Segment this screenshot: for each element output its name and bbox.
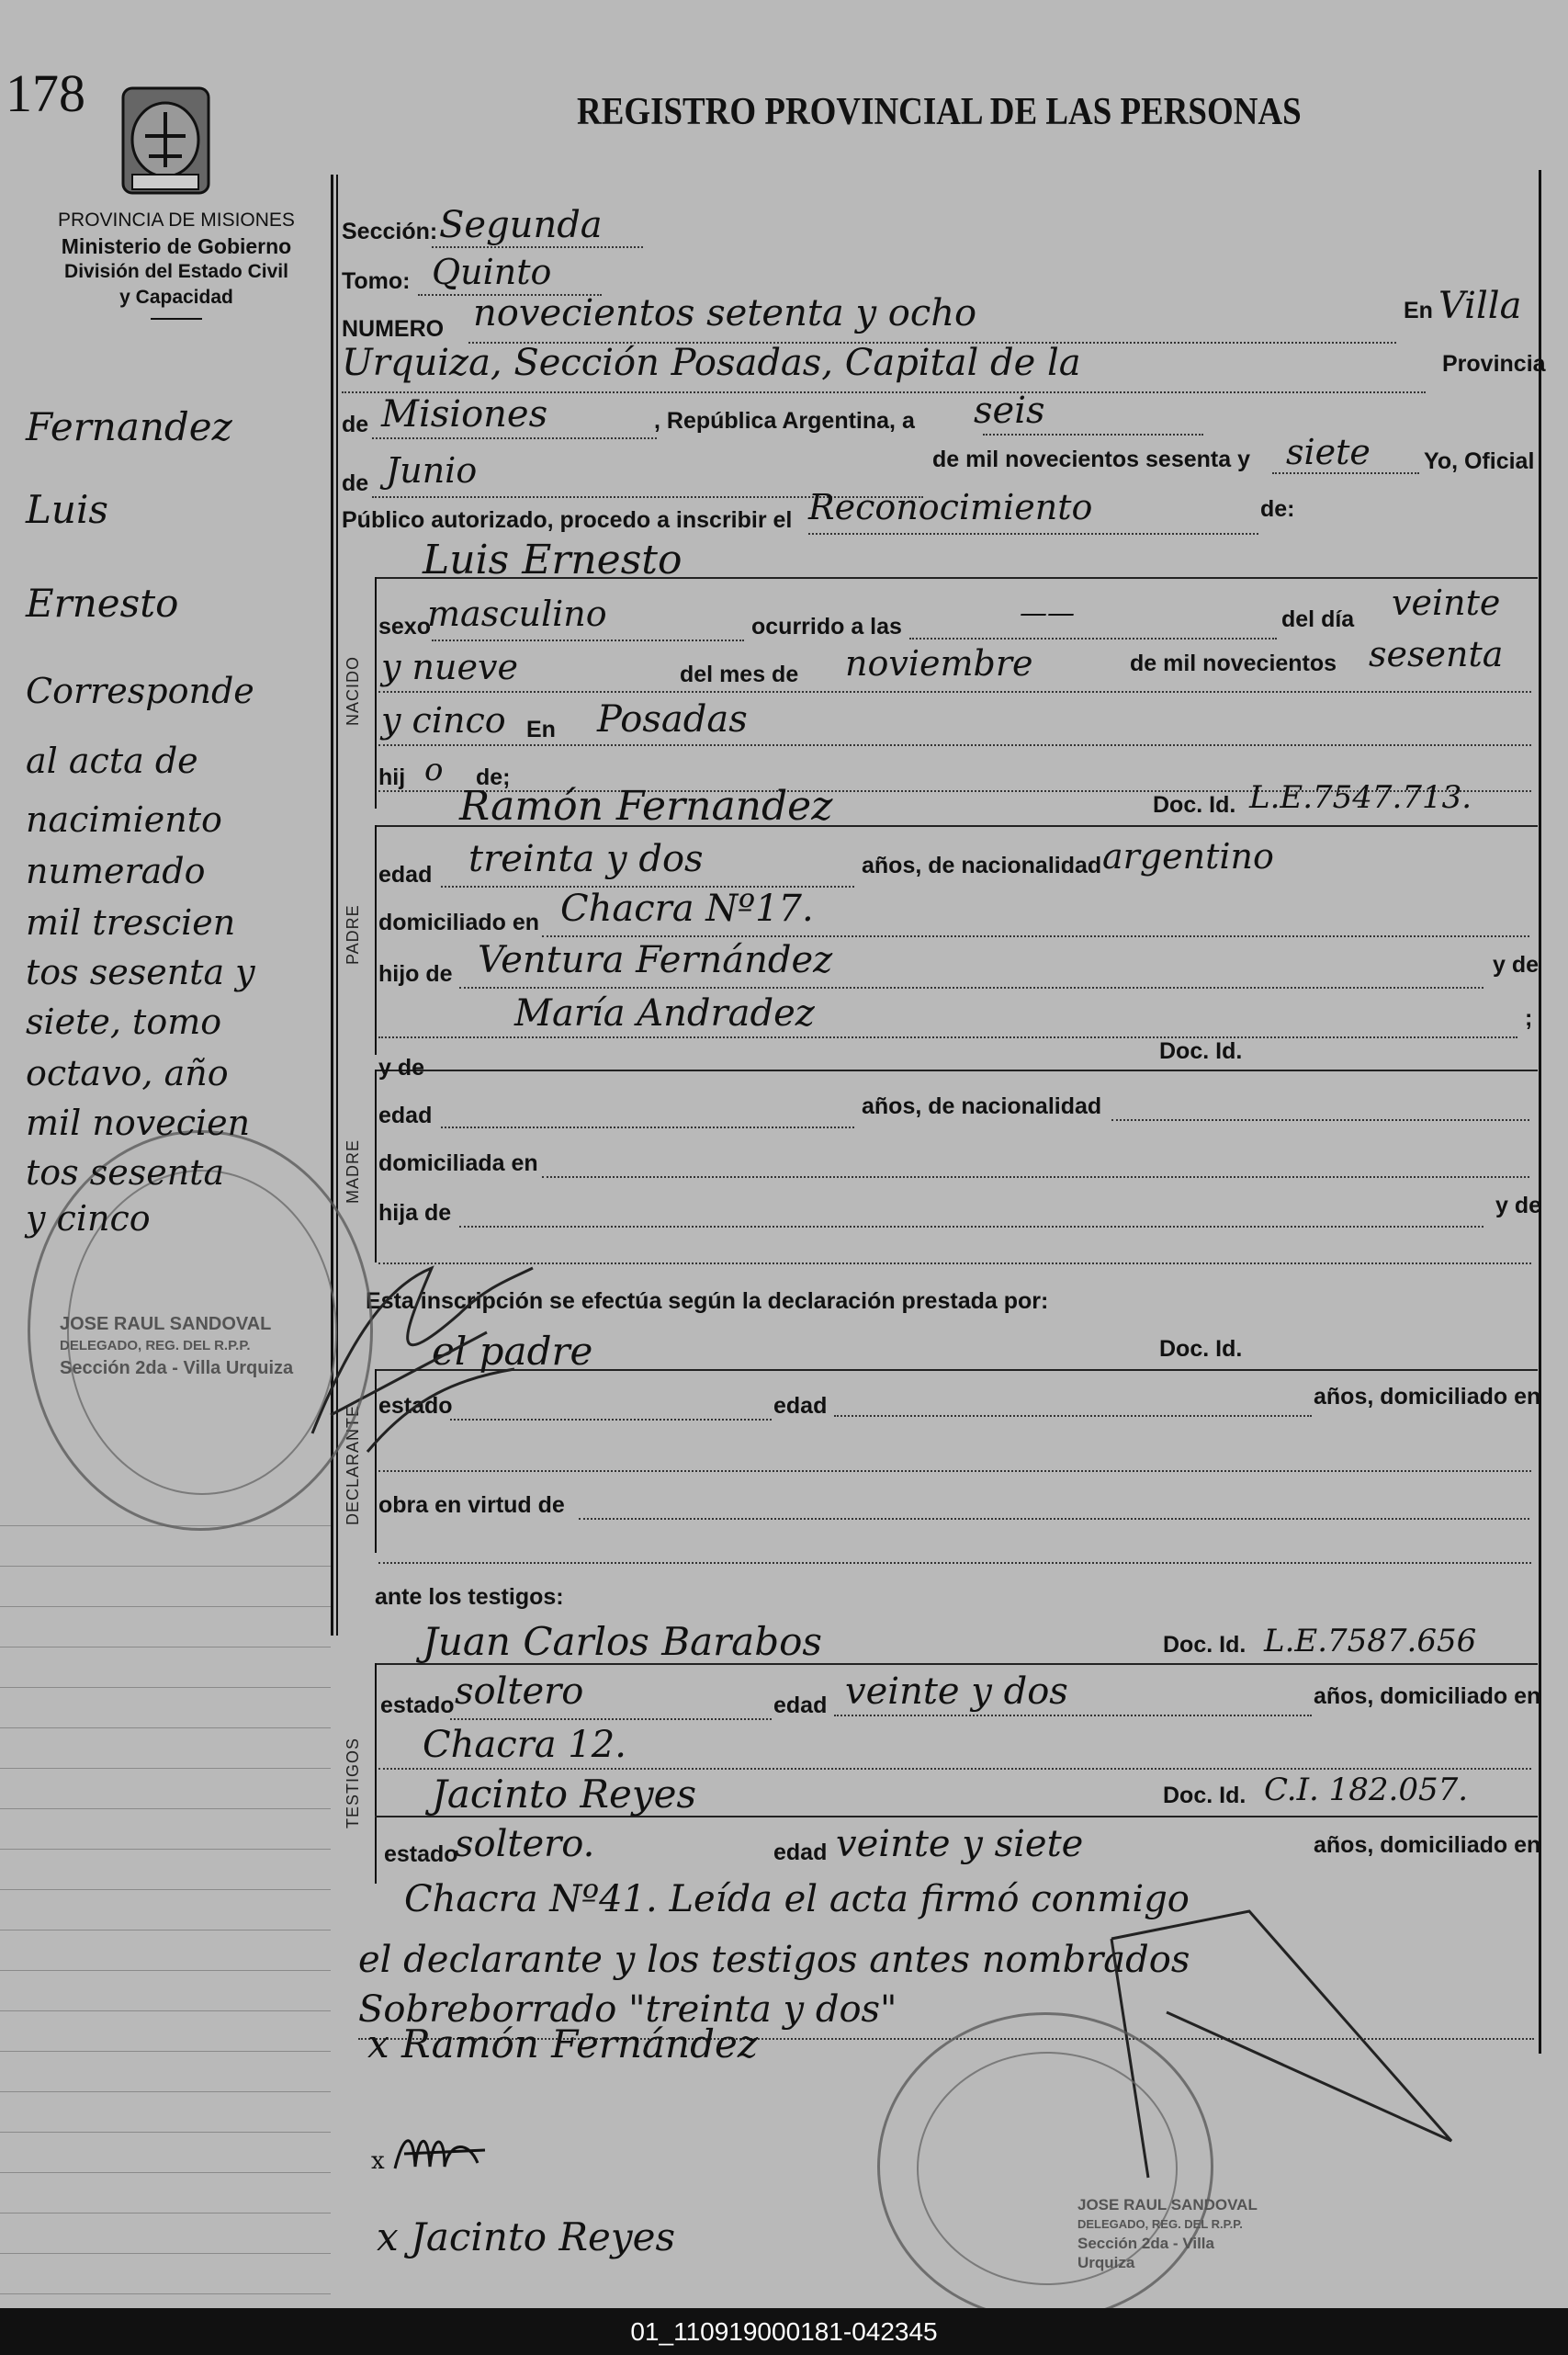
madre-doc-label: Doc. Id.: [1159, 1038, 1243, 1064]
ruled-line: [0, 2051, 331, 2052]
acto-value: Reconocimiento: [808, 487, 1093, 527]
testigos-label: ante los testigos:: [375, 1584, 564, 1610]
closing-line-2: el declarante y los testigos antes nombrados: [358, 1939, 1190, 1981]
padre-hijo-de-label: hijo de: [378, 961, 453, 987]
margin-note-line: y cinco: [26, 1198, 151, 1239]
hijo-suffix: o: [424, 752, 444, 788]
testigo1-domiciliado-label: años, domiciliado en: [1314, 1683, 1541, 1709]
domiciliada-label: domiciliada en: [378, 1150, 538, 1176]
testigo1-doc-value: L.E.7587.656: [1264, 1623, 1477, 1659]
ruled-line: [0, 1566, 331, 1567]
anio-nacimiento-2: y cinco: [381, 700, 506, 741]
republica-label: , República Argentina, a: [654, 408, 915, 434]
margin-note-line: mil trescien: [26, 902, 236, 943]
issuer-province: PROVINCIA DE MISIONES: [58, 209, 295, 231]
mil-novecientos-label: de mil novecientos sesenta y: [932, 447, 1250, 472]
padre-domicilio: Chacra Nº17.: [560, 888, 814, 930]
place-value-2: Urquiza, Sección Posadas, Capital de la: [342, 342, 1081, 384]
anio-value: siete: [1286, 432, 1371, 472]
abuelo-paterno: Ventura Fernández: [478, 939, 833, 981]
testigo2-doc-value: C.I. 182.057.: [1264, 1772, 1469, 1808]
ruled-line: [0, 2091, 331, 2092]
closing-line-3: Sobreborrado "treinta y dos": [358, 1988, 897, 2031]
testigo2-estado-value: soltero.: [455, 1823, 595, 1865]
declarante-domiciliado-label: años, domiciliado en: [1314, 1384, 1541, 1410]
ruled-line: [0, 1808, 331, 1809]
ruled-line: [0, 1970, 331, 1971]
de-label-3: de;: [476, 764, 511, 790]
anio-nacimiento-1: sesenta: [1369, 634, 1504, 674]
testigo1-edad-value: veinte y dos: [845, 1670, 1068, 1713]
signature-father: x Ramón Fernández: [367, 2021, 758, 2066]
testigo2-name: Jacinto Reyes: [432, 1772, 697, 1817]
en-label: En: [1404, 298, 1433, 323]
stamp-right-name: JOSE RAUL SANDOVAL: [1077, 2196, 1258, 2213]
del-dia-label: del día: [1281, 606, 1355, 632]
inscripcion-label: Esta inscripción se efectúa según la declaración prestada por:: [366, 1288, 1049, 1314]
margin-note-line: al acta de: [26, 741, 198, 781]
dia-nacimiento-1: veinte: [1392, 583, 1501, 623]
tomo-value: Quinto: [432, 252, 552, 292]
right-border: [1539, 170, 1541, 2054]
stamp-right-office: Sección 2da - Villa Urquiza: [1077, 2235, 1214, 2271]
dia-value: seis: [974, 390, 1045, 432]
stamp-right-role: DELEGADO, REG. DEL R.P.P.: [1077, 2217, 1243, 2231]
padre-doc-label: Doc. Id.: [1153, 792, 1236, 818]
testigo2-edad-value: veinte y siete: [836, 1823, 1084, 1865]
testigo1-name: Juan Carlos Barabos: [423, 1619, 822, 1664]
de-mil-label: de mil novecientos: [1130, 651, 1337, 676]
de-colon-label: de:: [1260, 496, 1295, 522]
padre-name: Ramón Fernandez: [459, 783, 833, 830]
signature-witness-1: [367, 2123, 514, 2187]
stamp-right-text: [1077, 2195, 1261, 2272]
y-de-label-1: y de: [1493, 952, 1540, 978]
domiciliado-label: domiciliado en: [378, 910, 540, 935]
testigo1-edad-label: edad: [773, 1693, 828, 1718]
testigos-section-label: TESTIGOS: [344, 1737, 362, 1829]
ruled-line: [0, 1889, 331, 1890]
en-label-2: En: [526, 717, 556, 742]
margin-note-line: nacimiento: [26, 799, 222, 840]
margin-note-line: Fernandez: [26, 404, 232, 449]
obra-label: obra en virtud de: [378, 1492, 565, 1518]
margin-note-line: Luis: [26, 487, 108, 532]
stamp-left-text: [60, 1313, 354, 1379]
padre-section-label: PADRE: [344, 904, 362, 965]
seccion-value: Segunda: [439, 204, 603, 246]
declarante-section-label: DECLARANTE: [344, 1404, 362, 1525]
declarante-edad-label: edad: [773, 1393, 828, 1419]
testigo1-domicilio: Chacra 12.: [423, 1724, 626, 1766]
testigo1-doc-label: Doc. Id.: [1163, 1632, 1247, 1658]
de-label-1: de: [342, 412, 369, 437]
yo-oficial-label: Yo, Oficial: [1424, 448, 1535, 474]
nacido-name: Luis Ernesto: [423, 537, 682, 583]
stamp-left-role: DELEGADO, REG. DEL R.P.P.: [60, 1338, 251, 1353]
ruled-line: [0, 1768, 331, 1769]
semicolon-1: ;: [1525, 1005, 1533, 1031]
padre-edad-value: treinta y dos: [468, 838, 704, 880]
hija-de-label: hija de: [378, 1200, 452, 1226]
margin-note-line: numerado: [26, 851, 206, 891]
testigo2-edad-label: edad: [773, 1840, 828, 1865]
ruled-line: [0, 1849, 331, 1850]
margin-note-line: octavo, año: [26, 1053, 229, 1093]
padre-edad-label: edad: [378, 862, 433, 888]
svg-text:x: x: [371, 2147, 385, 2175]
publico-label: Público autorizado, procedo a inscribir el: [342, 507, 793, 533]
place-value-1: Villa: [1438, 285, 1522, 327]
signature-witness-2: x Jacinto Reyes: [377, 2214, 676, 2259]
margin-note-line: mil novecien: [26, 1103, 251, 1143]
ruled-line: [0, 2293, 331, 2294]
testigo2-estado-label: estado: [384, 1841, 458, 1867]
madre-edad-label: edad: [378, 1103, 433, 1128]
margin-note-line: Ernesto: [26, 581, 179, 626]
del-mes-label: del mes de: [680, 662, 799, 687]
padre-doc-value: L.E.7547.713.: [1249, 779, 1472, 816]
hijo-label: hij: [378, 764, 406, 790]
y-de-label-3: y de: [1495, 1193, 1542, 1218]
ruled-line: [0, 1606, 331, 1607]
padre-nacionalidad-label: años, de nacionalidad: [862, 853, 1102, 878]
page-number: 178: [6, 63, 85, 123]
ruled-line: [0, 1727, 331, 1728]
madre-nacionalidad-label: años, de nacionalidad: [862, 1093, 1102, 1119]
sexo-label: sexo: [378, 614, 431, 640]
issuer-division: División del Estado Civil: [64, 261, 288, 282]
ruled-line: [0, 2172, 331, 2173]
provincia-value: Misiones: [381, 393, 548, 436]
abuela-paterna: María Andradez: [514, 992, 815, 1035]
issuer-block: [20, 208, 333, 320]
madre-section-label: MADRE: [344, 1138, 362, 1204]
mes-nacimiento: noviembre: [845, 643, 1033, 684]
registry-stamp-right: [877, 2012, 1258, 2308]
numero-value: novecientos setenta y ocho: [473, 292, 977, 334]
testigo1-estado-label: estado: [380, 1693, 455, 1718]
testigo2-doc-label: Doc. Id.: [1163, 1783, 1247, 1808]
margin-note-line: tos sesenta: [26, 1152, 225, 1193]
padre-nacionalidad-value: argentino: [1102, 836, 1274, 877]
testigo2-domiciliado-label: años, domiciliado en: [1314, 1832, 1541, 1858]
tomo-label: Tomo:: [342, 268, 411, 294]
provincia-label: Provincia: [1442, 351, 1546, 377]
dia-nacimiento-2: y nueve: [381, 647, 518, 687]
issuer-capacity: y Capacidad: [119, 287, 233, 308]
declarante-doc-label: Doc. Id.: [1159, 1336, 1243, 1362]
stamp-left-office: Sección 2da - Villa Urquiza: [60, 1358, 294, 1378]
issuer-ministry: Ministerio de Gobierno: [61, 234, 292, 258]
ocurrido-label: ocurrido a las: [751, 614, 902, 640]
ruled-line: [0, 2010, 331, 2011]
mes-value: Junio: [386, 450, 478, 491]
closing-line-1: Chacra Nº41. Leída el acta firmó conmigo: [404, 1878, 1190, 1920]
ruled-line: [0, 1687, 331, 1688]
stamp-left-name: JOSE RAUL SANDOVAL: [60, 1314, 272, 1334]
margin-note-line: Corresponde: [26, 671, 254, 711]
declarante-value: el padre: [432, 1329, 593, 1374]
de-label-2: de: [342, 470, 369, 496]
seccion-label: Sección:: [342, 219, 438, 244]
nacido-section-label: NACIDO: [344, 655, 362, 726]
hora-value: ——: [1020, 597, 1075, 629]
margin-note-line: siete, tomo: [26, 1002, 222, 1042]
declarante-estado-label: estado: [378, 1393, 453, 1419]
ruled-line: [0, 2132, 331, 2133]
image-id-footer: 01_110919000181-042345: [0, 2308, 1568, 2355]
numero-label: NUMERO: [342, 316, 445, 342]
margin-note-line: tos sesenta y: [26, 952, 255, 992]
coat-of-arms-emblem: [118, 85, 214, 202]
y-de-label-2: y de: [378, 1055, 425, 1081]
lugar-nacimiento: Posadas: [597, 698, 748, 741]
sexo-value: masculino: [427, 594, 607, 634]
testigo1-estado-value: soltero: [455, 1670, 584, 1713]
document-title: REGISTRO PROVINCIAL DE LAS PERSONAS: [577, 91, 1302, 133]
ruled-line: [0, 2253, 331, 2254]
